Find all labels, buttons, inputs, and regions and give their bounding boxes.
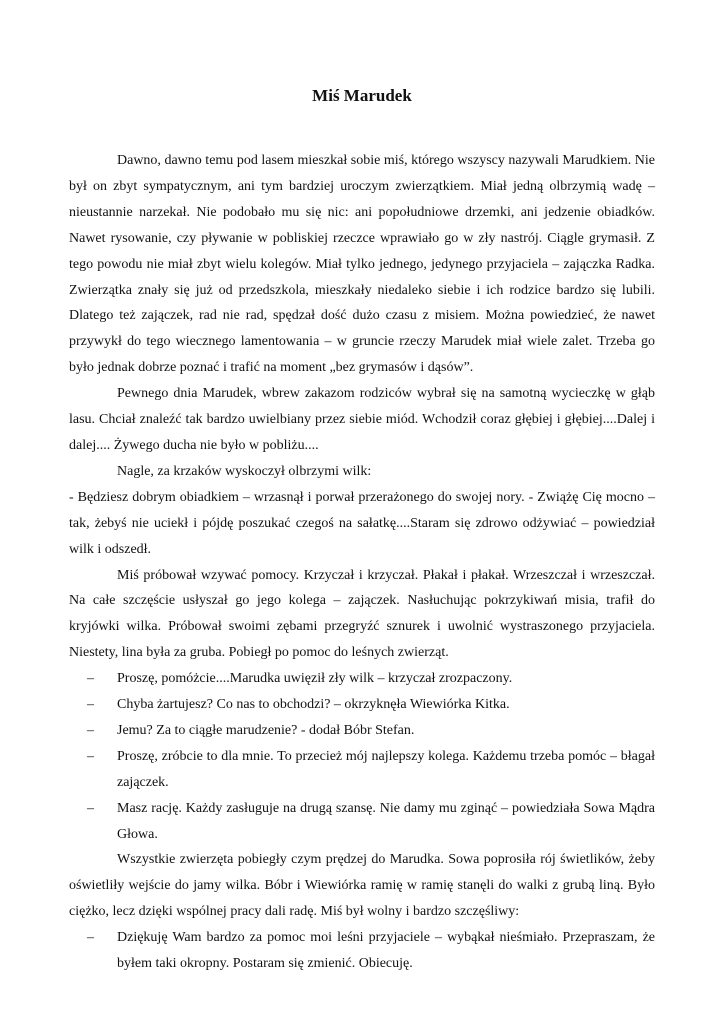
dash-marker: – [87, 722, 94, 738]
dash-marker: – [87, 671, 94, 687]
paragraph-3: Nagle, za krzaków wyskoczył olbrzymi wilk: [117, 463, 372, 479]
dialogue-item [69, 692, 655, 718]
dialogue-text: Proszę, pomóżcie....Marudka uwięził zły wilk – krzyczał zrozpaczony. [117, 671, 513, 687]
closing-paragraph: Wszystkie zwierzęta pobiegły czym prędzej do Marudka. Sowa poprosiła rój świetlików, żeby oświetliły wejście do jamy wilka. Bóbr i Wiewiórka ramię w ramię stanęli do walki z grubą liną. Było ciężko, lecz dzięki wspólnej pracy dali radę. Miś był wolny i bardzo szczęśliwy: [69, 852, 655, 920]
paragraph-4: - Będziesz dobrym obiadkiem – wrzasnął i porwał przerażonego do swojej nory. - Zwiążę Cię mocno – tak, żebyś nie uciekł i pójdę poszukać czegoś na sałatkę....Staram się zdrowo odżywiać – powiedział wilk i odszedł. [69, 489, 655, 557]
dialogue-item [69, 796, 655, 848]
dialogue-item [69, 718, 655, 744]
dialogue-text: Proszę, zróbcie to dla mnie. To przecież mój najlepszy kolega. Każdemu trzeba pomóc – błagał zajączek. [117, 748, 655, 790]
paragraph-1: Dawno, dawno temu pod lasem mieszkał sobie miś, którego wszyscy nazywali Marudkiem. Nie był on zbyt sympatycznym, ani tym bardziej uroczym zwierzątkiem. Miał jedną olbrzymią wadę – nieustannie narzekał. Nie podobało mu się nic: ani popołudniowe drzemki, ani jedzenie obiadków. Nawet rysowanie, czy pływanie w pobliskiej rzeczce wprawiało go w zły nastrój. Ciągle grymasił. Z tego powodu nie miał zbyt wielu kolegów. Miał tylko jednego, jedynego przyjaciela – zajączka Radka. Zwierzątka znały się już od przedszkola, mieszkały niedaleko siebie i ich rodzice bardzo się lubili. Dlatego też zajączek, rad nie rad, spędzał dość dużo czasu z misiem. Można powiedzieć, że nawet przywykł do tego wiecznego lamentowania – w gruncie rzeczy Marudek miał wiele zalet. Trzeba go było jednak dobrze poznać i trafić na moment „bez grymasów i dąsów”. [69, 153, 655, 376]
dialogue-text: Jemu? Za to ciągłe marudzenie? - dodał Bóbr Stefan. [117, 722, 415, 738]
dialogue-text: Masz rację. Każdy zasługuje na drugą szansę. Nie damy mu zginąć – powiedziała Sowa Mądra Głowa. [117, 800, 655, 842]
document-title: Miś Marudek [312, 86, 412, 105]
story-body [69, 148, 655, 977]
dialogue-item [69, 744, 655, 796]
dash-marker: – [87, 930, 94, 946]
dash-marker: – [87, 800, 94, 816]
dialogue-text: Dziękuję Wam bardzo za pomoc moi leśni przyjaciele – wybąkał nieśmiało. Przepraszam, że byłem taki okropny. Postaram się zmienić. Obiecuję. [117, 930, 655, 972]
final-dialogue-item [69, 925, 655, 977]
dash-marker: – [87, 697, 94, 713]
paragraph-5: Miś próbował wzywać pomocy. Krzyczał i krzyczał. Płakał i płakał. Wrzeszczał i wrzeszczał. Na całe szczęście usłyszał go jego kolega – zajączek. Nasłuchując pokrzykiwań misia, trafił do kryjówki wilka. Próbował swoimi zębami przegryźć sznurek i uwolnić wystraszonego przyjaciela. Niestety, lina była za gruba. Pobiegł po pomoc do leśnych zwierząt. [69, 567, 655, 661]
paragraph-2: Pewnego dnia Marudek, wbrew zakazom rodziców wybrał się na samotną wycieczkę w głąb lasu. Chciał znaleźć tak bardzo uwielbiany przez siebie miód. Wchodził coraz głębiej i głębiej....Dalej i dalej.... Żywego ducha nie było w pobliżu.... [69, 386, 655, 453]
dialogue-item [69, 666, 655, 692]
dash-marker: – [87, 748, 94, 764]
dialogue-text: Chyba żartujesz? Co nas to obchodzi? – okrzyknęła Wiewiórka Kitka. [117, 697, 510, 713]
